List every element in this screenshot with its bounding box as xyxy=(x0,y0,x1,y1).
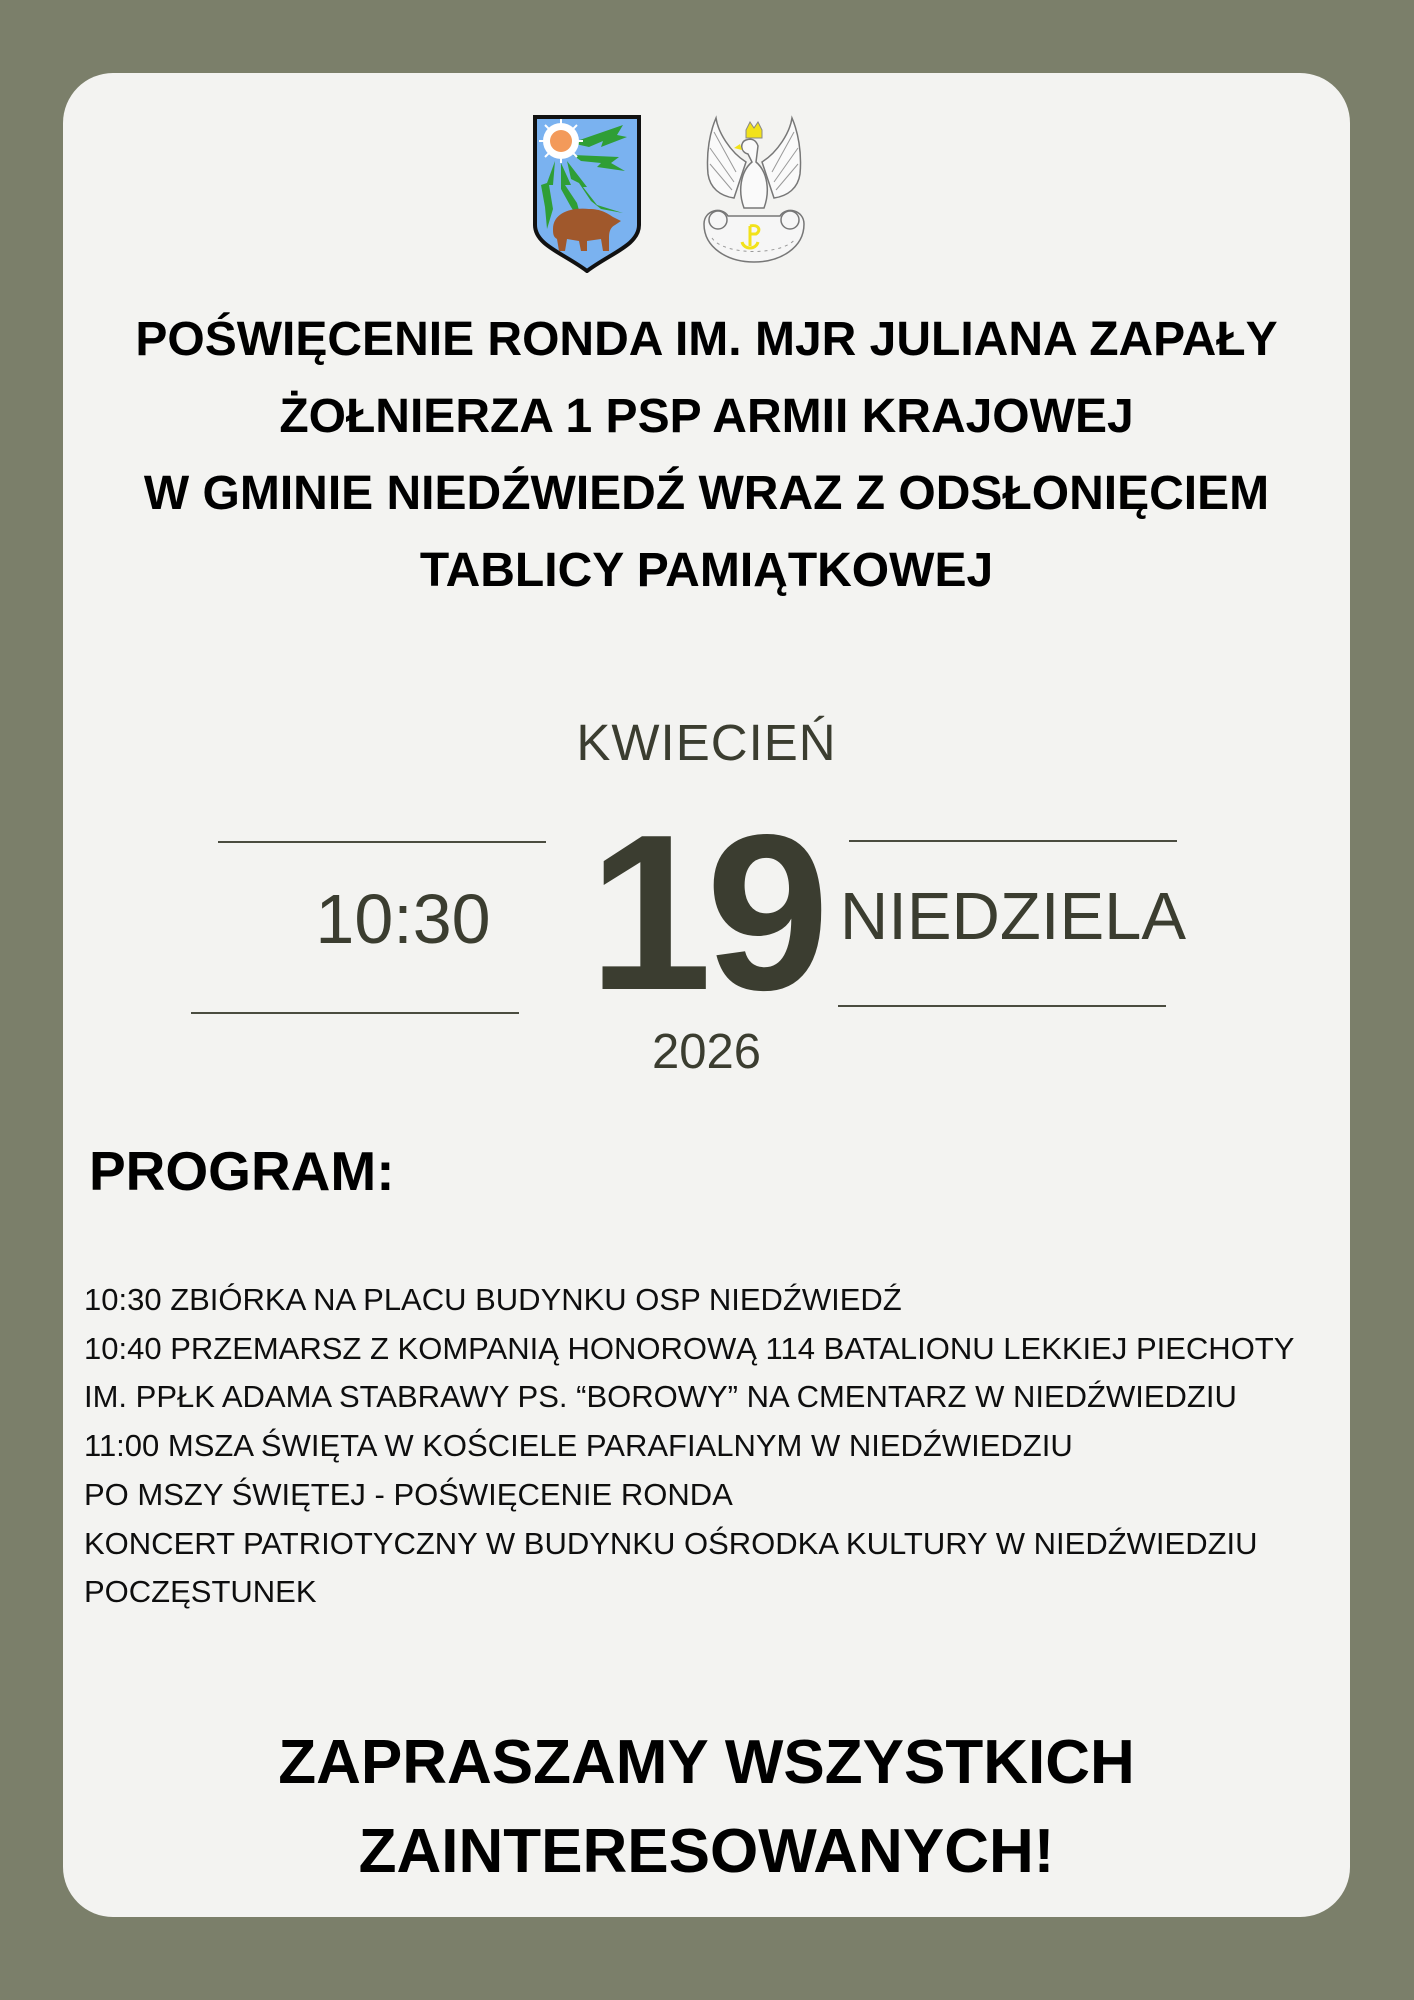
program-item: 10:40 PRZEMARSZ Z KOMPANIĄ HONOROWĄ 114 BATALIONU LEKKIEJ PIECHOTY xyxy=(84,1330,1295,1366)
event-weekday: NIEDZIELA xyxy=(839,879,1187,954)
program-item: 11:00 MSZA ŚWIĘTA W KOŚCIELE PARAFIALNYM W NIEDŹWIEDZIU xyxy=(84,1428,1073,1464)
event-title xyxy=(63,301,1350,609)
title-line-3: W GMINIE NIEDŹWIEDŹ WRAZ Z ODSŁONIĘCIEM xyxy=(143,467,1270,520)
program-item: PO MSZY ŚWIĘTEJ - POŚWIĘCENIE RONDA xyxy=(84,1476,733,1512)
title-line-4: TABLICY PAMIĄTKOWEJ xyxy=(419,544,994,597)
program-item: IM. PPŁK ADAMA STABRAWY PS. “BOROWY” NA CMENTARZ W NIEDŹWIEDZIU xyxy=(84,1379,1237,1415)
title-line-2: ŻOŁNIERZA 1 PSP ARMII KRAJOWEJ xyxy=(279,390,1134,443)
program-item: KONCERT PATRIOTYCZNY W BUDYNKU OŚRODKA KULTURY W NIEDŹWIEDZIU xyxy=(84,1525,1258,1561)
program-heading: PROGRAM: xyxy=(89,1140,395,1202)
poster-card xyxy=(63,73,1350,1917)
divider-left-bottom xyxy=(191,1012,519,1014)
program-item: POCZĘSTUNEK xyxy=(84,1574,317,1610)
program-item: 10:30 ZBIÓRKA NA PLACU BUDYNKU OSP NIEDŹWIEDŹ xyxy=(84,1282,902,1317)
closing-invitation xyxy=(63,1718,1350,1896)
event-year: 2026 xyxy=(651,1025,761,1079)
event-time: 10:30 xyxy=(315,880,491,958)
gmina-coat-of-arms-icon xyxy=(531,113,643,273)
event-day-number: 19 xyxy=(588,789,824,1037)
program-list xyxy=(84,1276,1294,1617)
closing-line-2: ZAINTERESOWANYCH! xyxy=(358,1817,1055,1886)
military-eagle-emblem-icon xyxy=(700,112,808,265)
closing-line-1: ZAPRASZAMY WSZYSTKICH xyxy=(278,1728,1135,1797)
event-month: KWIECIEŃ xyxy=(576,714,837,771)
title-line-1: POŚWIĘCENIE RONDA IM. MJR JULIANA ZAPAŁY xyxy=(135,313,1278,366)
